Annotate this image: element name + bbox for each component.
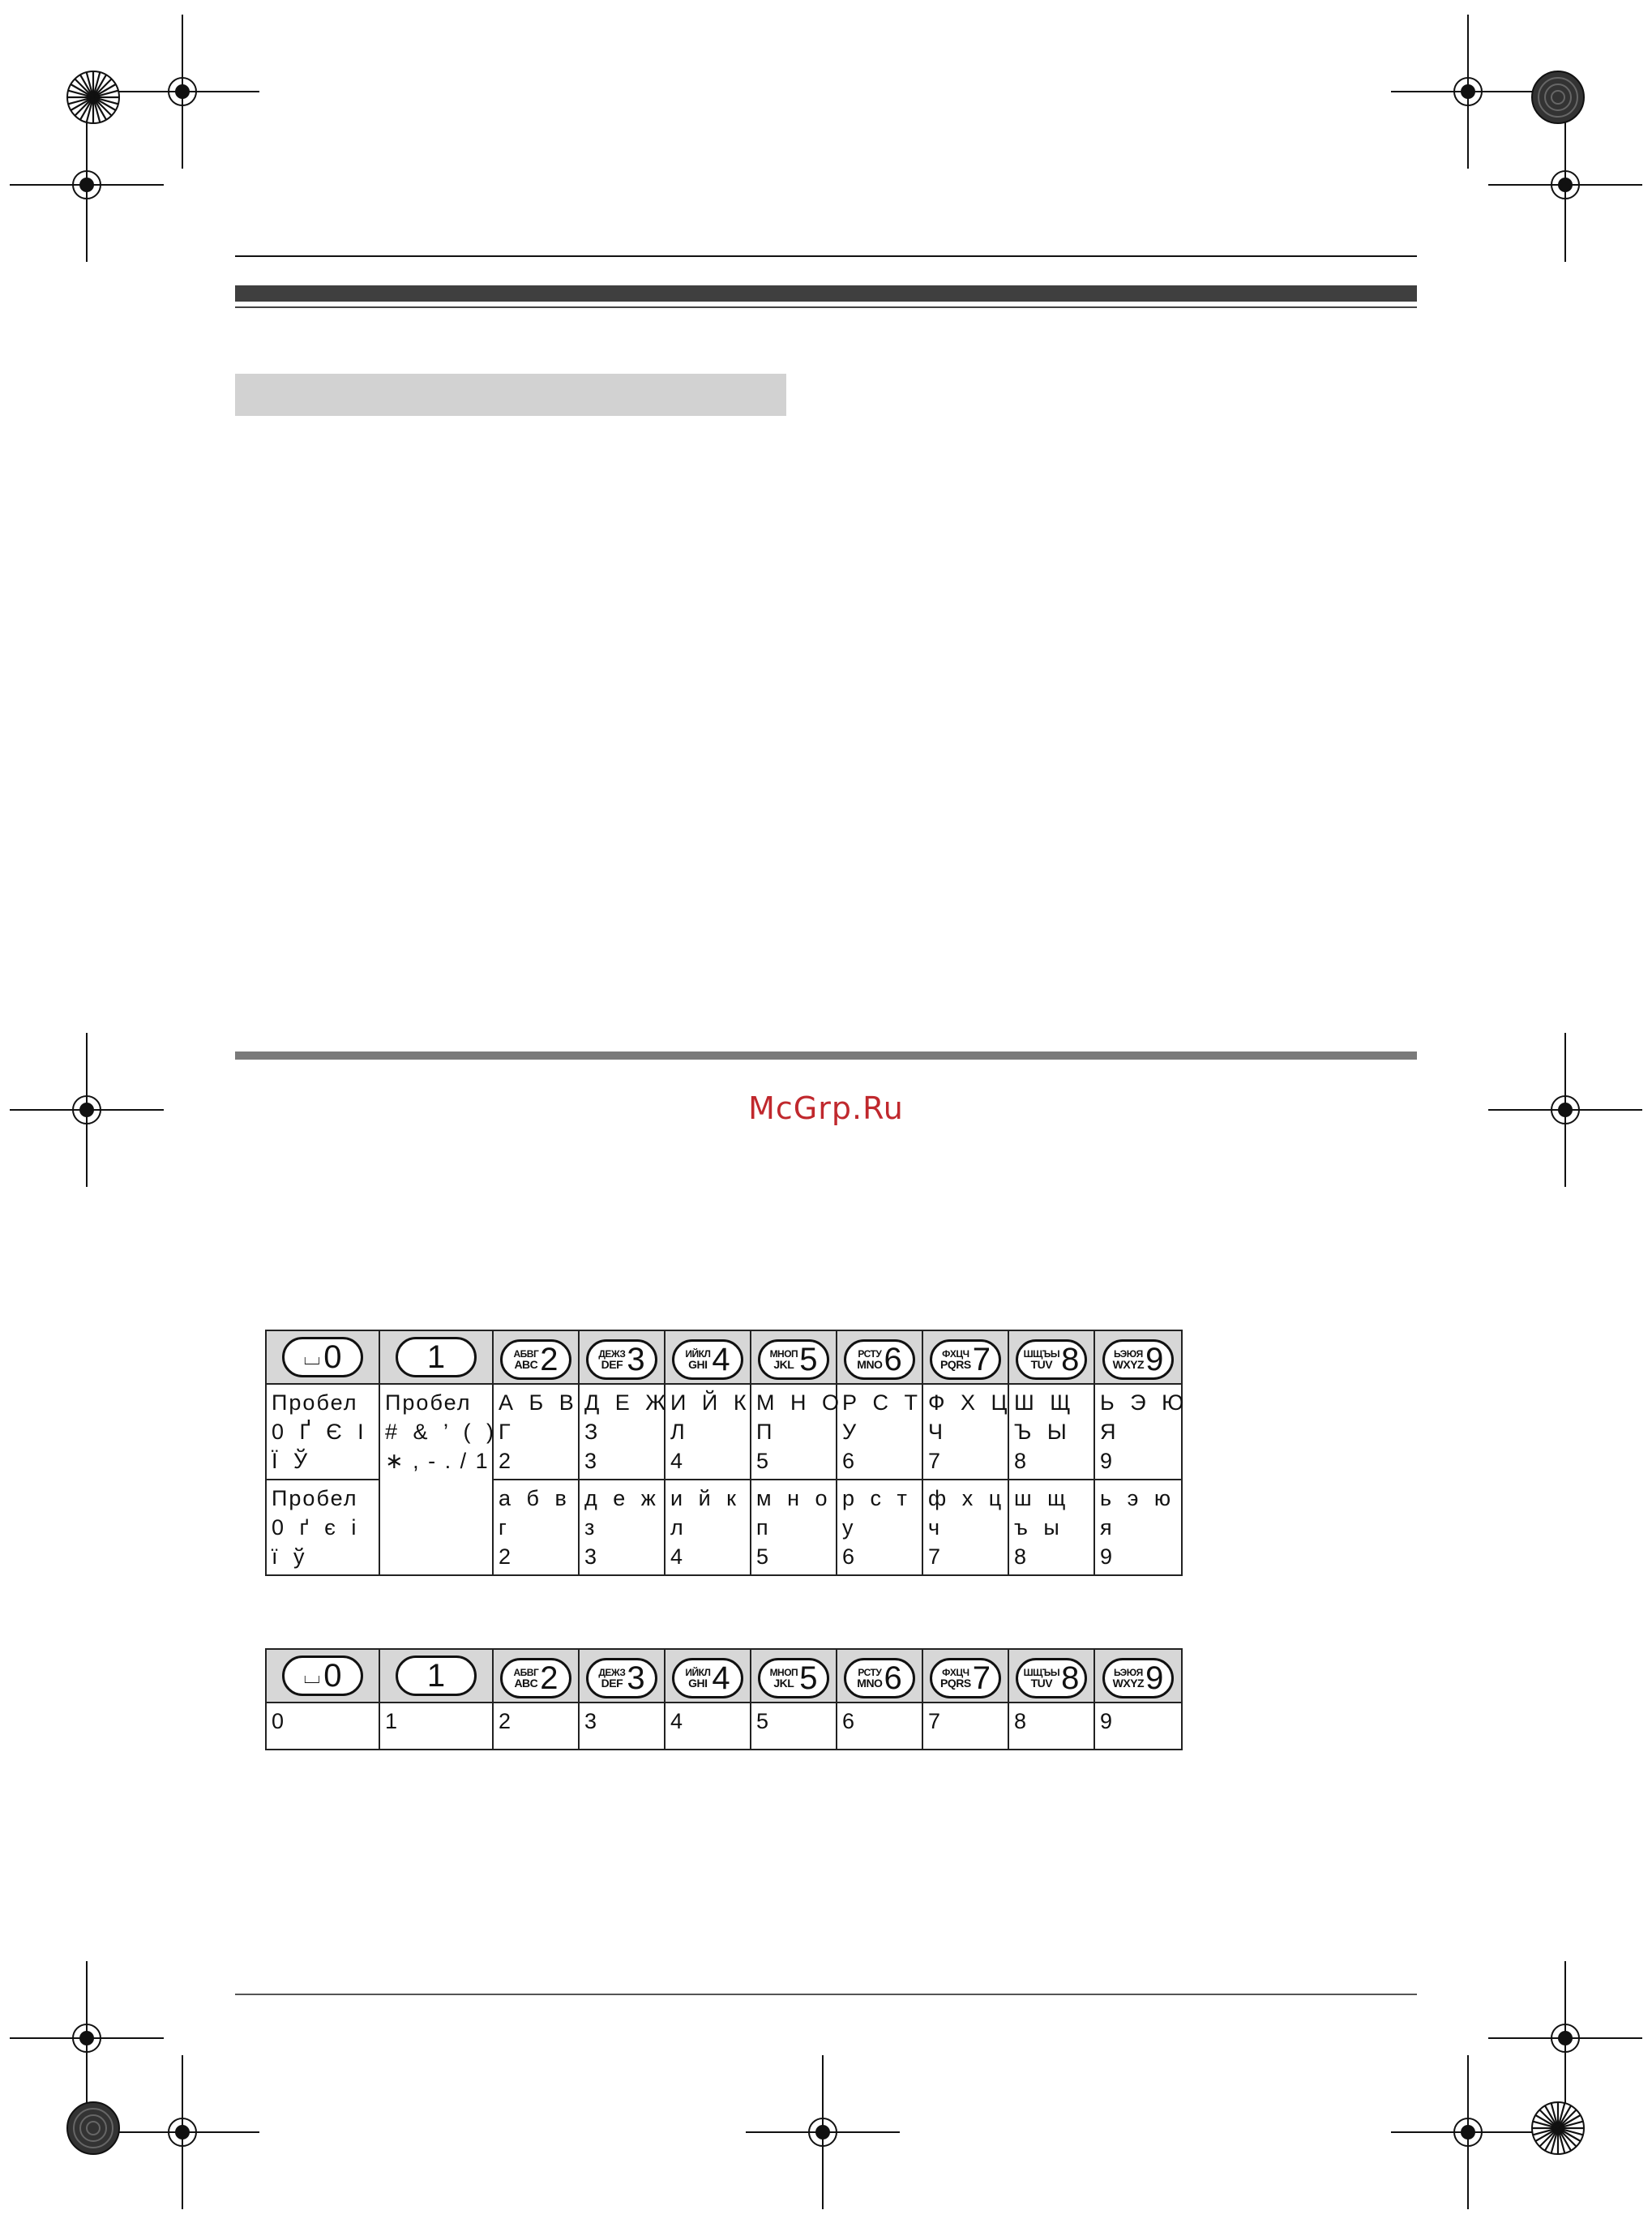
key-0-cell [266,1330,379,1384]
lower-cell-3: д е ж з 3 [579,1480,665,1575]
header-bar [235,285,1417,302]
key-2-cell [493,1330,579,1384]
lower-cell-0: Пробел 0 ґ є і ї ў [266,1480,379,1575]
dark-target [65,2100,122,2157]
upper-cell-1: Пробел # & ’ ( ) ∗ , - . / 1 [379,1384,493,1575]
key-2-icon: АБВГ ABC 2 [500,1658,571,1698]
key-8-cell [1008,1330,1094,1384]
key-4-cell [665,1330,751,1384]
key-7-cell [922,1330,1008,1384]
crosshair-mark [10,108,164,262]
upper-cell-2: А Б В Г 2 [493,1384,579,1480]
key-5-icon: МНОП JKL 5 [758,1339,829,1380]
watermark: McGrp.Ru [748,1090,904,1126]
upper-cell-6: Р С Т У 6 [837,1384,922,1480]
digit-cell: 0 [266,1703,379,1750]
section-heading-bar [235,374,786,416]
key-2-cell [493,1649,579,1703]
key-3-cell [579,1649,665,1703]
key-0-icon: ⌴ 0 [282,1337,363,1377]
section-divider [235,1052,1417,1060]
lower-cell-5: м н о п 5 [751,1480,837,1575]
upper-cell-8: Ш Щ Ъ Ы 8 [1008,1384,1094,1480]
key-header-row [266,1649,1182,1703]
key-0-icon: ⌴ 0 [282,1655,363,1696]
key-4-icon: ИЙКЛ GHI 4 [672,1658,743,1698]
key-1-cell [379,1649,493,1703]
key-9-icon: ЬЭЮЯ WXYZ 9 [1102,1339,1174,1380]
key-2-icon: АБВГ ABC 2 [500,1339,571,1380]
digit-cell: 8 [1008,1703,1094,1750]
key-5-cell [751,1649,837,1703]
top-rule [235,255,1417,257]
key-0-cell [266,1649,379,1703]
lower-cell-8: ш щ ъ ы 8 [1008,1480,1094,1575]
key-9-icon: ЬЭЮЯ WXYZ 9 [1102,1658,1174,1698]
crosshair-mark [1488,108,1642,262]
key-8-cell [1008,1649,1094,1703]
lower-cell-4: и й к л 4 [665,1480,751,1575]
key-8-icon: ШЩЪЫ TUV 8 [1016,1339,1087,1380]
key-5-icon: МНОП JKL 5 [758,1658,829,1698]
uppercase-row [266,1384,1182,1480]
lower-cell-6: р с т у 6 [837,1480,922,1575]
key-4-cell [665,1649,751,1703]
digit-cell: 7 [922,1703,1008,1750]
digit-table [265,1648,1183,1750]
key-4-icon: ИЙКЛ GHI 4 [672,1339,743,1380]
digit-cell: 5 [751,1703,837,1750]
key-3-icon: ДЕЖЗ DEF 3 [586,1339,657,1380]
crosshair-mark [746,2055,900,2209]
dark-target [1530,69,1586,126]
key-9-cell [1094,1649,1182,1703]
crosshair-mark [10,1033,164,1187]
upper-cell-0: Пробел 0 Ґ Є І Ї Ў [266,1384,379,1480]
crosshair-mark [1488,1033,1642,1187]
upper-cell-5: М Н О П 5 [751,1384,837,1480]
key-3-cell [579,1330,665,1384]
crosshair-mark [105,2055,259,2209]
key-7-icon: ФХЦЧ PQRS 7 [930,1658,1001,1698]
upper-cell-7: Ф Х Ц Ч 7 [922,1384,1008,1480]
key-1-icon: 1 [396,1337,477,1377]
key-6-cell [837,1649,922,1703]
key-9-cell [1094,1330,1182,1384]
lower-cell-7: ф х ц ч 7 [922,1480,1008,1575]
key-5-cell [751,1330,837,1384]
key-6-cell [837,1330,922,1384]
digit-cell: 9 [1094,1703,1182,1750]
key-1-icon: 1 [396,1655,477,1696]
footer-rule [235,1994,1417,1995]
digit-cell: 2 [493,1703,579,1750]
lower-cell-9: ь э ю я 9 [1094,1480,1182,1575]
key-3-icon: ДЕЖЗ DEF 3 [586,1658,657,1698]
key-1-cell [379,1330,493,1384]
upper-cell-3: Д Е Ж З 3 [579,1384,665,1480]
key-7-cell [922,1649,1008,1703]
header-underline [235,306,1417,308]
digit-cell: 1 [379,1703,493,1750]
digit-cell: 3 [579,1703,665,1750]
key-6-icon: РСТУ MNO 6 [844,1339,915,1380]
key-header-row [266,1330,1182,1384]
key-6-icon: РСТУ MNO 6 [844,1658,915,1698]
crosshair-mark [1391,2055,1545,2209]
upper-cell-9: Ь Э Ю Я 9 [1094,1384,1182,1480]
upper-cell-4: И Й К Л 4 [665,1384,751,1480]
digit-row [266,1703,1182,1750]
digit-cell: 6 [837,1703,922,1750]
lower-cell-2: а б в г 2 [493,1480,579,1575]
key-7-icon: ФХЦЧ PQRS 7 [930,1339,1001,1380]
starburst-target [65,69,122,126]
starburst-target [1530,2100,1586,2157]
key-8-icon: ШЩЪЫ TUV 8 [1016,1658,1087,1698]
character-table [265,1330,1189,1576]
digit-cell: 4 [665,1703,751,1750]
